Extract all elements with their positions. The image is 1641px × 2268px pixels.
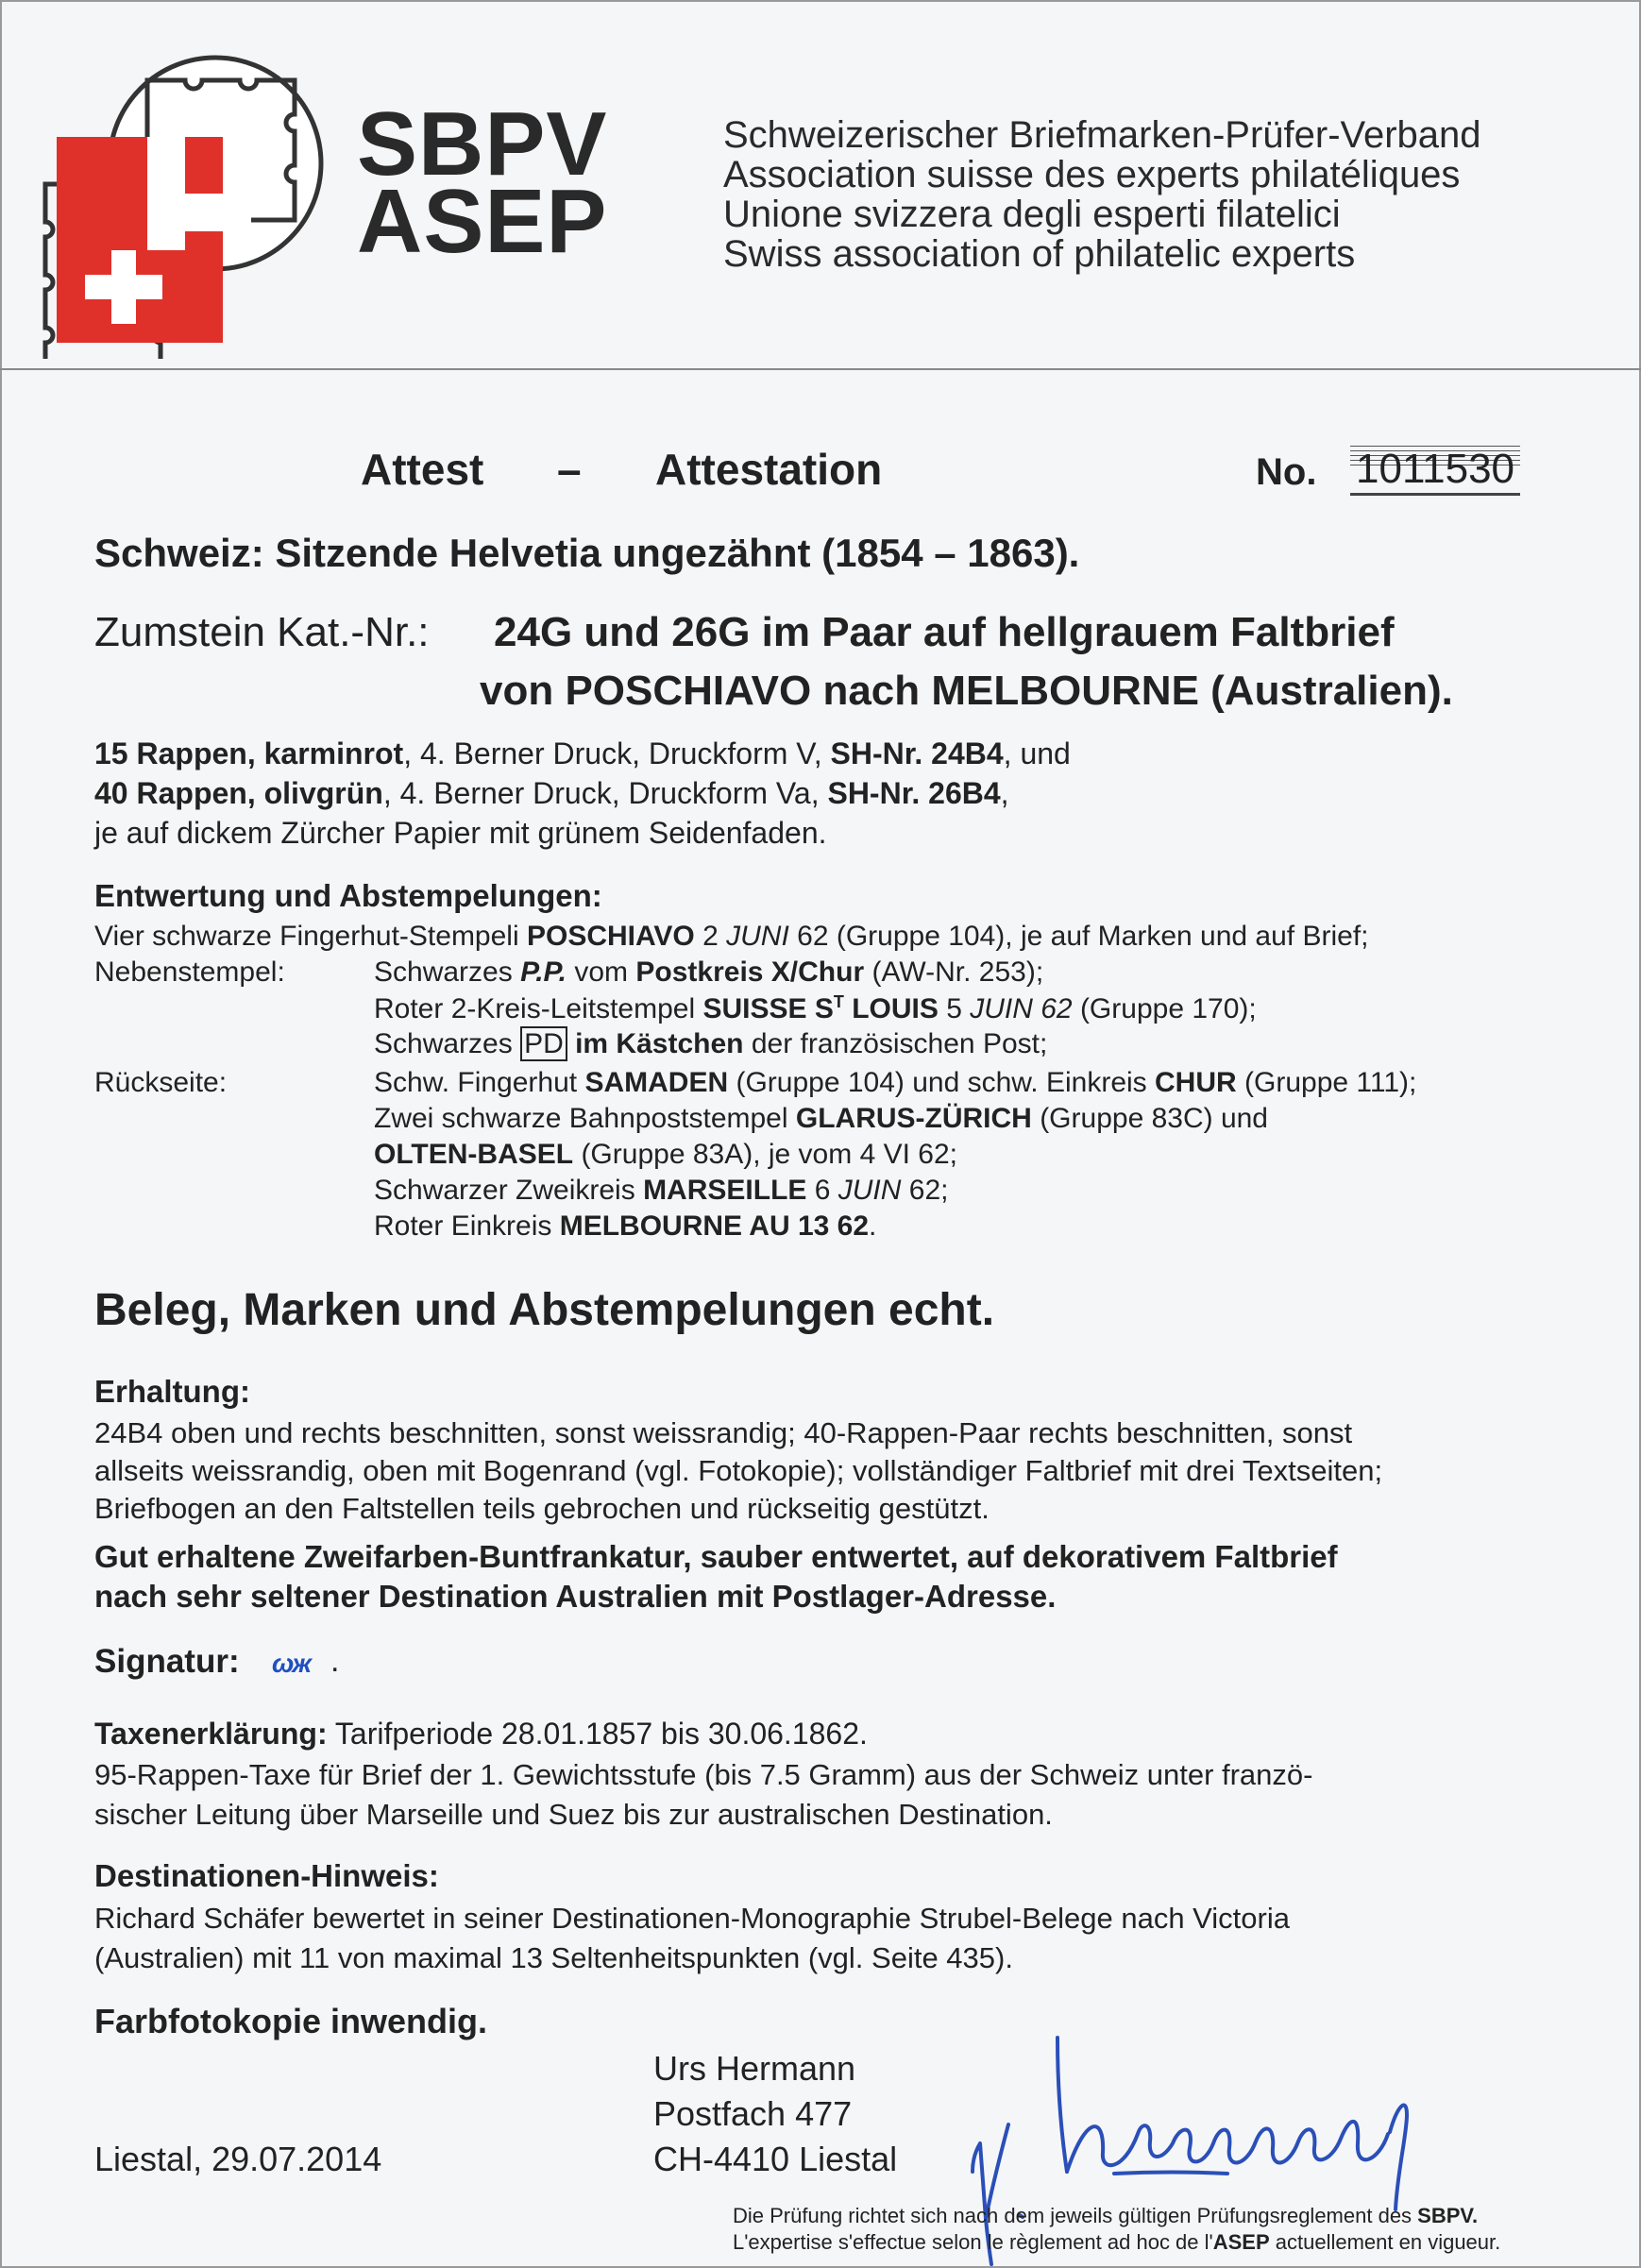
stamp-line-2-end: , (1000, 776, 1009, 810)
condition-line-2: allseits weissrandig, oben mit Bogenrand (vgl. Fotokopie); vollständiger Faltbrief mit drei Textseiten; (94, 1454, 1383, 1487)
rueck-marseille: MARSEILLE (643, 1175, 807, 1206)
rueck-glarus-zuerich: GLARUS-ZÜRICH (795, 1103, 1032, 1134)
footer-asep: ASEP (1212, 2230, 1270, 2254)
footer-l2-text: L'expertise s'effectue selon le règlement ad hoc de l' (733, 2230, 1213, 2254)
authenticity-statement: Beleg, Marken und Abstempelungen echt. (94, 1285, 995, 1335)
color-copy-note: Farbfotokopie inwendig. (94, 2002, 487, 2040)
neben-1-e: (AW-Nr. 253); (864, 956, 1044, 988)
footer-l2-end: actuellement en vigueur. (1269, 2230, 1501, 2254)
rueck-line-1 (374, 1067, 1416, 1099)
brand-sbpv: SBPV (357, 93, 608, 195)
association-names (723, 115, 1481, 274)
rueck-5-a: Roter Einkreis (374, 1210, 560, 1242)
assoc-de: Schweizerischer Briefmarken-Prüfer-Verband (723, 114, 1481, 156)
catalog-label: Zumstein Kat.-Nr.: (94, 609, 430, 655)
neben-postkreis: Postkreis X/Chur (635, 956, 865, 988)
rueck-juin: JUIN (837, 1175, 902, 1206)
footer-sbpv: SBPV. (1417, 2204, 1479, 2227)
rueck-line-3 (374, 1139, 957, 1171)
stamp-40-rappen: 40 Rappen, olivgrün (94, 776, 383, 810)
sbpv-logo (36, 52, 357, 359)
expert-name: Urs Hermann (653, 2049, 856, 2088)
condition-line-3: Briefbogen an den Faltstellen teils gebrochen und rückseitig gestützt. (94, 1492, 990, 1525)
stamp-line-2 (94, 776, 1009, 811)
signature-stroke-h (1057, 2038, 1067, 2172)
signatur-mark: ωж (272, 1649, 310, 1678)
footer-line-2 (733, 2230, 1500, 2255)
subject-heading: Schweiz: Sitzende Helvetia ungezähnt (1854 – 1863). (94, 531, 1080, 575)
neben-line-2 (374, 992, 1257, 1025)
swiss-flag-white-h (85, 275, 162, 299)
signature-stroke-tail (1390, 2106, 1407, 2209)
swiss-flag-red (57, 137, 223, 343)
tax-period: Tarifperiode 28.01.1857 bis 30.06.1862. (327, 1717, 868, 1751)
expert-postfach: Postfach 477 (653, 2094, 853, 2133)
rueck-1-e: (Gruppe 111); (1236, 1067, 1417, 1098)
neben-line-3 (374, 1028, 1047, 1060)
rueck-chur: CHUR (1155, 1067, 1237, 1098)
rueck-5-c: . (869, 1210, 877, 1242)
neben-suisse: SUISSE S (702, 993, 834, 1024)
condition-line-1: 24B4 oben und rechts beschnitten, sonst weissrandig; 40-Rappen-Paar rechts beschnitten, sonst (94, 1416, 1353, 1449)
neben-pd-box: PD (520, 1026, 567, 1061)
neben-1-a: Schwarzes (374, 956, 521, 988)
title-attest: Attest (361, 445, 484, 494)
footer-l1-text: Die Prüfung richtet sich nach dem jeweils gültigen Prüfungsreglement des (733, 2204, 1418, 2227)
cancels-poschiavo: POSCHIAVO (526, 921, 695, 952)
rueck-4-c: 6 (806, 1175, 838, 1206)
stamp-line-2-text: , 4. Berner Druck, Druckform Va, (382, 776, 828, 810)
footer-line-1 (733, 2204, 1478, 2228)
stamp-sh-24b4: SH-Nr. 24B4 (830, 736, 1004, 770)
title-attestation: Attestation (655, 445, 883, 494)
tax-label: Taxenerklärung: (94, 1717, 328, 1751)
tax-line-2: 95-Rappen-Taxe für Brief der 1. Gewichtsstufe (bis 7.5 Gramm) aus der Schweiz unter franzö- (94, 1758, 1313, 1791)
rueck-samaden: SAMADEN (584, 1067, 729, 1098)
condition-bold-2: nach sehr seltener Destination Australien mit Postlager-Adresse. (94, 1579, 1057, 1614)
stamp-line-1-text: , 4. Berner Druck, Druckform V, (403, 736, 831, 770)
neben-2-f: (Gruppe 170); (1072, 993, 1257, 1024)
rueck-4-a: Schwarzer Zweikreis (374, 1175, 644, 1206)
dest-line-1: Richard Schäfer bewertet in seiner Destinationen-Monographie Strubel-Belege nach Victoria (94, 1902, 1290, 1935)
nebenstempel-label: Nebenstempel: (94, 956, 285, 988)
stamp-line-3: je auf dickem Zürcher Papier mit grünem Seidenfaden. (94, 816, 827, 850)
assoc-it: Unione svizzera degli esperti filatelici (723, 194, 1341, 235)
neben-2-a: Roter 2-Kreis-Leitstempel (374, 993, 703, 1024)
rueckseite-label: Rückseite: (94, 1067, 228, 1098)
cancels-line-1 (94, 921, 1369, 953)
neben-1-c: vom (567, 956, 636, 988)
rueck-4-e: 62; (901, 1175, 949, 1206)
neben-kaestchen: im Kästchen (567, 1028, 744, 1059)
rueck-line-2 (374, 1103, 1268, 1135)
rueck-olten-basel: OLTEN-BASEL (374, 1139, 574, 1170)
title-dash: – (557, 445, 582, 494)
signatur-label: Signatur: (94, 1643, 240, 1680)
cancels-l1-e: 62 (Gruppe 104), je auf Marken und auf Brief; (788, 921, 1369, 952)
rueck-2-a: Zwei schwarze Bahnpoststempel (374, 1103, 796, 1134)
rueck-2-c: (Gruppe 83C) und (1031, 1103, 1268, 1134)
neben-2-d: 5 (938, 993, 971, 1024)
rueck-1-c: (Gruppe 104) und schw. Einkreis (728, 1067, 1156, 1098)
cancels-juni: JUNI (726, 921, 789, 952)
signature-stroke-underline (1114, 2173, 1227, 2175)
catalog-line-1: 24G und 26G im Paar auf hellgrauem Faltbrief (494, 609, 1395, 655)
certificate-number-label: No. (1256, 451, 1317, 493)
expert-city: CH-4410 Liestal (653, 2140, 898, 2178)
rueck-melbourne: MELBOURNE AU 13 62 (559, 1210, 870, 1242)
neben-juin-62: JUIN 62 (970, 993, 1073, 1024)
rueck-line-4 (374, 1175, 948, 1207)
condition-title: Erhaltung: (94, 1374, 250, 1409)
brand-mark (357, 93, 608, 272)
stamp-sh-26b4: SH-Nr. 26B4 (827, 776, 1001, 810)
neben-sup: T (833, 992, 844, 1011)
neben-line-1 (374, 956, 1043, 989)
stamp-15-rappen: 15 Rappen, karminrot (94, 736, 404, 770)
dest-line-2: (Australien) mit 11 von maximal 13 Seltenheitspunkten (vgl. Seite 435). (94, 1941, 1013, 1974)
rueck-1-a: Schw. Fingerhut (374, 1067, 585, 1098)
assoc-en: Swiss association of philatelic experts (723, 233, 1356, 275)
stamp-line-1 (94, 736, 1071, 771)
rueck-3-b: (Gruppe 83A), je vom 4 VI 62; (573, 1139, 957, 1170)
cancels-l1-c: 2 (694, 921, 727, 952)
assoc-fr: Association suisse des experts philatéliques (723, 154, 1461, 195)
signature-stroke-word (1067, 2122, 1388, 2172)
cross-gap-h (147, 194, 251, 231)
condition-bold-1: Gut erhaltene Zweifarben-Buntfrankatur, sauber entwertet, auf dekorativem Faltbrief (94, 1539, 1338, 1574)
cancels-l1-a: Vier schwarze Fingerhut-Stempeli (94, 921, 527, 952)
place-date: Liestal, 29.07.2014 (94, 2140, 382, 2178)
catalog-line-2: von POSCHIAVO nach MELBOURNE (Australien). (480, 668, 1453, 714)
signatur-dot: . (330, 1643, 340, 1679)
tax-line-3: sischer Leitung über Marseille und Suez bis zur australischen Destination. (94, 1798, 1053, 1831)
neben-louis: LOUIS (843, 993, 939, 1024)
cancels-title: Entwertung und Abstempelungen: (94, 878, 602, 913)
header-divider (0, 368, 1641, 370)
dest-title: Destinationen-Hinweis: (94, 1858, 439, 1893)
stamp-line-1-end: , und (1003, 736, 1071, 770)
brand-asep: ASEP (357, 171, 608, 272)
neben-3-a: Schwarzes (374, 1028, 521, 1059)
rueck-line-5 (374, 1210, 876, 1243)
tax-line-1 (94, 1717, 868, 1752)
certificate-number: 1011530 (1350, 446, 1520, 496)
neben-pp: P.P. (520, 956, 567, 988)
neben-3-c: der französischen Post; (743, 1028, 1048, 1059)
